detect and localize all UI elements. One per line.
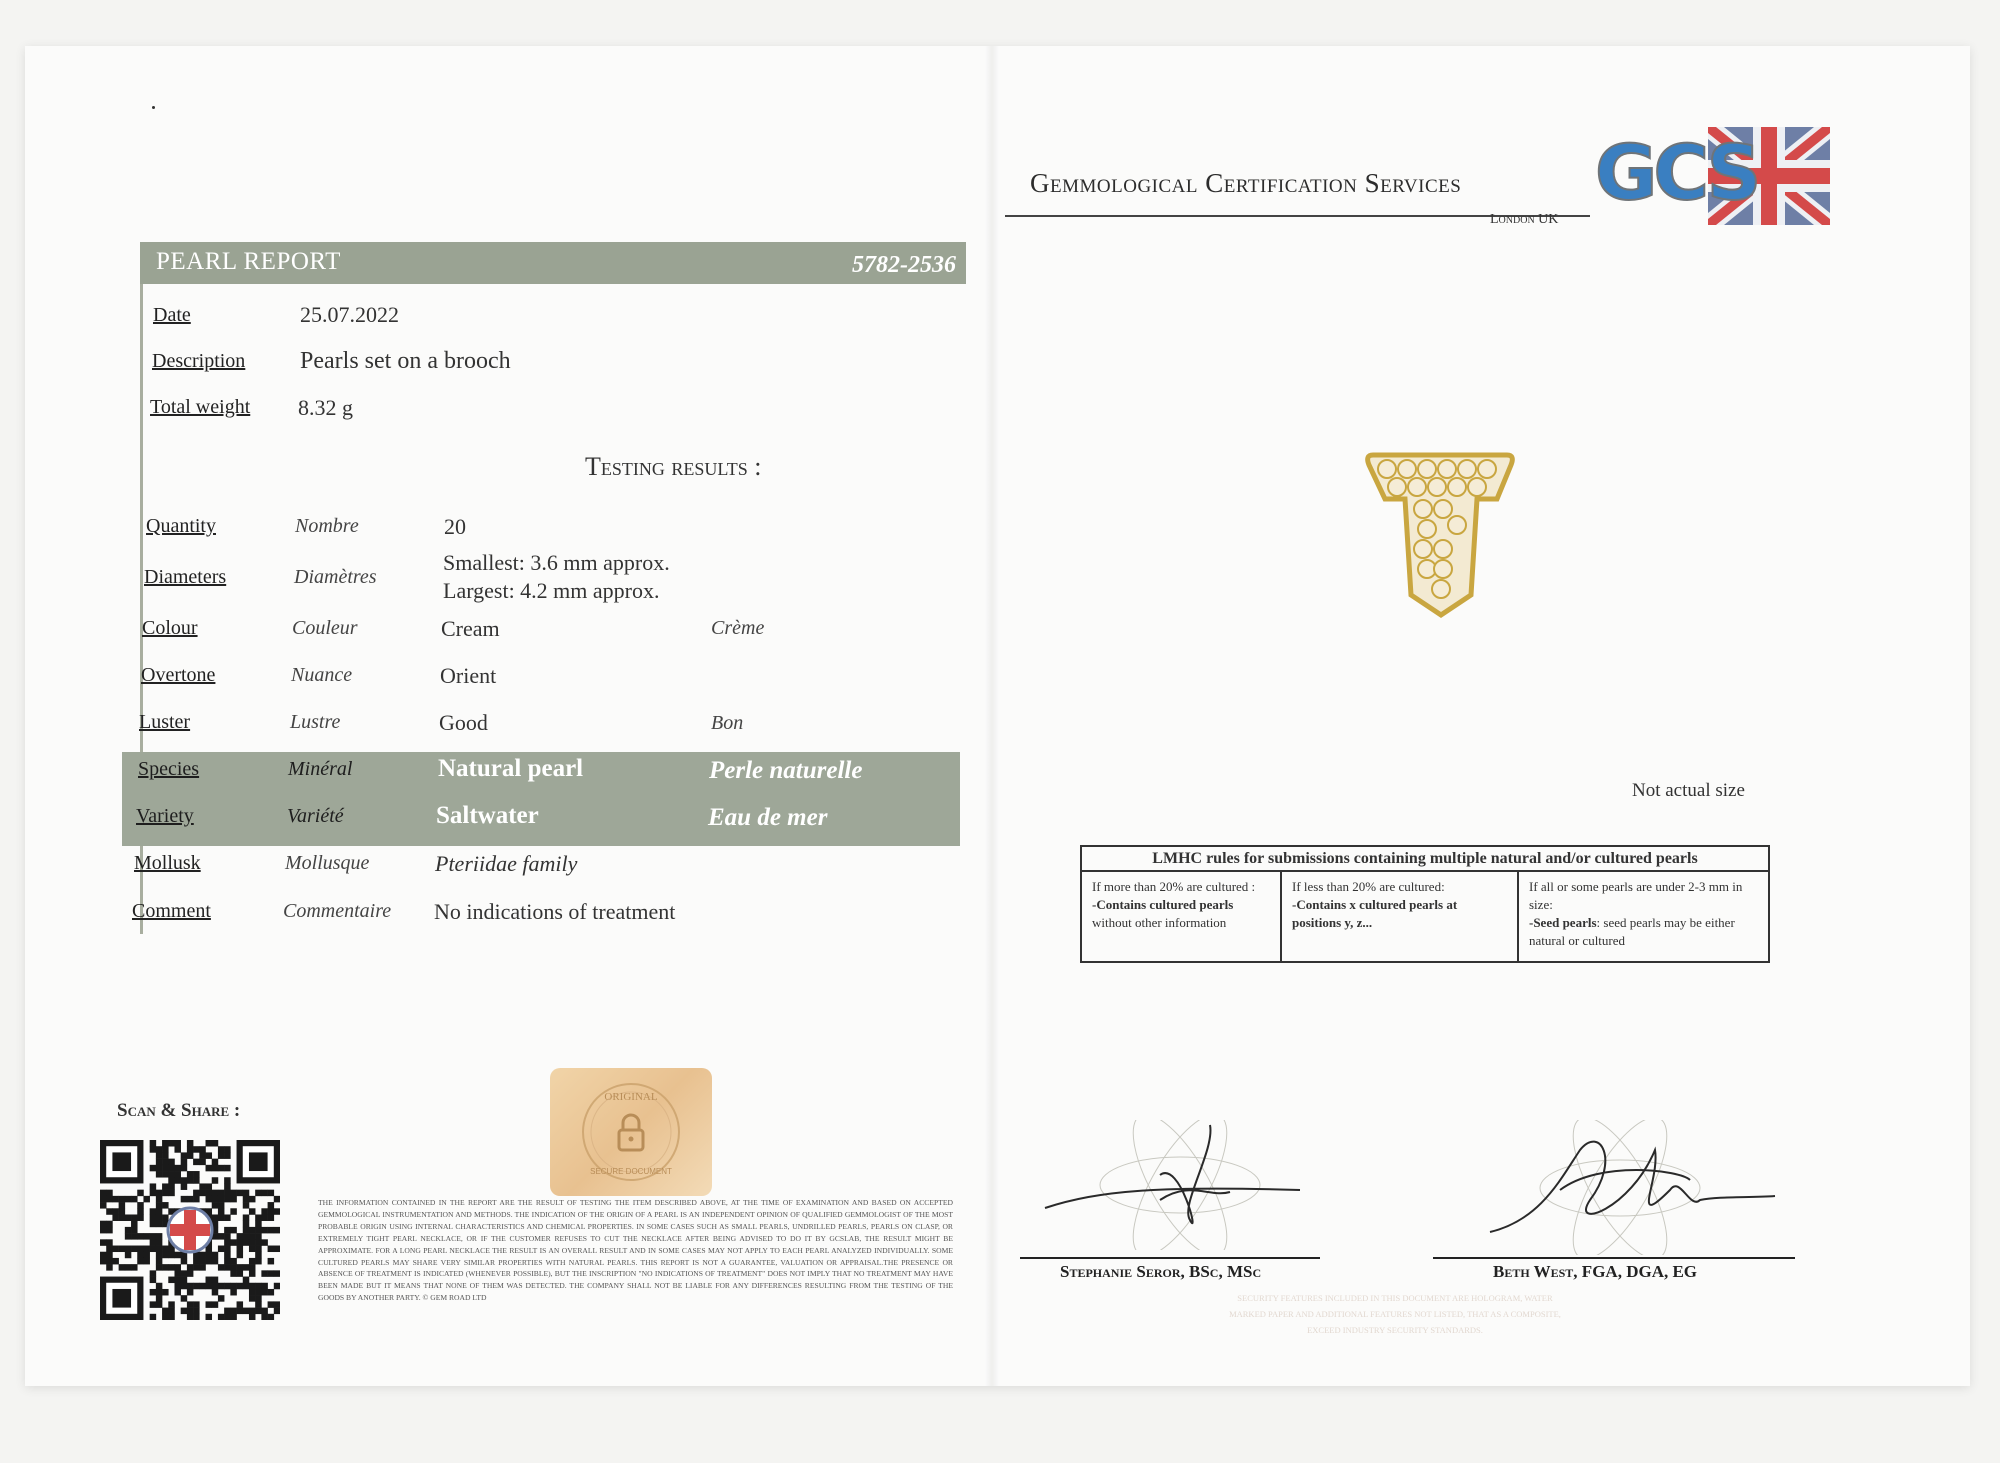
diameters-largest: Largest: 4.2 mm approx. — [443, 578, 660, 603]
pearl — [1418, 460, 1436, 478]
quantity-fr: Nombre — [295, 515, 359, 537]
description-label: Description — [152, 350, 246, 372]
overtone-fr: Nuance — [291, 664, 353, 686]
report-number: 5782-2536 — [852, 252, 956, 278]
quantity-value: 20 — [444, 514, 466, 539]
lmhc-rules-table — [1080, 845, 1770, 963]
lock-icon — [619, 1115, 643, 1150]
not-actual-size-note: Not actual size — [1632, 780, 1745, 801]
security-note: SECURITY FEATURES INCLUDED IN THIS DOCUMENT ARE HOLOGRAM, WATER MARKED PAPER AND ADDITIONAL FEATURES NOT LISTED, THAT AS A COMPOSITE, EXCEED INDUSTRY SECURITY STANDARDS. — [1229, 1293, 1561, 1335]
pearl — [1434, 500, 1452, 518]
colour-value: Cream — [441, 616, 500, 641]
signature-line-left — [1020, 1257, 1320, 1259]
diameters-label: Diameters — [144, 566, 227, 588]
colour-label: Colour — [142, 617, 198, 639]
pearl — [1378, 460, 1396, 478]
mollusk-label: Mollusk — [134, 852, 201, 874]
species-value-fr: Perle naturelle — [709, 757, 863, 784]
luster-label: Luster — [139, 711, 191, 733]
signature-icon — [1480, 1120, 1780, 1255]
lmhc-cell-1-tail: without other information — [1092, 915, 1227, 930]
company-name: Gemmological Certification Services — [1030, 168, 1462, 198]
signature-line-right — [1433, 1257, 1795, 1259]
signature-icon — [1040, 1120, 1310, 1250]
lmhc-cell-3-text: If all or some pearls are under 2-3 mm in size: — [1529, 879, 1743, 912]
signatory-left: Stephanie Seror, BSc, MSc — [1060, 1262, 1262, 1281]
species-fr: Minéral — [288, 758, 353, 780]
pearl — [1468, 478, 1486, 496]
disclaimer-text: THE INFORMATION CONTAINED IN THE REPORT ARE THE RESULT OF TESTING THE ITEM DESCRIBED ABOVE, AT THE TIME OF EXAMINATION AND BASED ON ACCEPTED GEMMOLOGICAL INSTRUMENTATION AND METHODS. THE INDICATION OF THE ORIGIN OF A PEARL IS AN INDEPENDENT OPINION OF QUALIFIED GEMMOLOGIST OF THE MOST PROBABLE ORIGIN USING INTERNAL CHARACTERISTICS AND CHEMICAL PROPERTIES. IN SOME CASES SUCH AS SMALL PEARLS, UNDRILLED PEARLS, PEARLS ON CLASP, OR EXTREMELY TIGHT PEARL NECKLACE, OR IF THE CUSTOMER REFUSES TO CUT THE NECKLACE AFTER BEING ADVISED TO DO IT BY GCSLAB, THE RESULT MIGHT BE APPROXIMATE. FOR A LONG PEARL NECKLACE THE RESULT IS AN OVERALL RESULT AND IN SOME CASES MAY NOT APPLY TO EACH PEARL ANALYZED INDIVIDUALLY. SOME CULTURED PEARLS MAY SHARE VERY SIMILAR PROPERTIES WITH NATURAL PEARLS. THIS REPORT IS NOT A GUARANTEE, VALUATION OR APPRAISAL.THE PRESENCE OR ABSENCE OF TREATMENT IS INDICATED (WHENEVER POSSIBLE), BUT THE INSCRIPTION "NO INDICATIONS OF TREATMENT" DOES NOT IMPLY THAT NO TREATMENT MAY HAVE BEEN MADE BUT IT MEANS THAT NONE OF THEM WAS DETECTED. THE COMPANY SHALL NOT BE LIABLE FOR ANY DIFFERENCES RESULTING FROM THE TESTING OF THE GOODS BY ANOTHER PARTY. © GEM ROAD LTD — [318, 1198, 953, 1303]
pearl — [1438, 460, 1456, 478]
description-value: Pearls set on a brooch — [300, 348, 511, 374]
lmhc-rules-heading: LMHC rules for submissions containing multiple natural and/or cultured pearls — [1082, 847, 1768, 872]
comment-fr: Commentaire — [283, 900, 392, 922]
date-label: Date — [153, 304, 191, 326]
pearl — [1414, 500, 1432, 518]
brooch-image — [1365, 447, 1515, 622]
pearl — [1428, 478, 1446, 496]
pearl — [1388, 478, 1406, 496]
report-header-bar — [140, 242, 966, 284]
luster-value-fr: Bon — [711, 712, 744, 734]
pearl — [1458, 460, 1476, 478]
lmhc-cell-2-text: If less than 20% are cultured: — [1292, 879, 1445, 894]
luster-value: Good — [439, 710, 488, 735]
pearl — [1408, 478, 1426, 496]
pearl — [1398, 460, 1416, 478]
lmhc-cell-2 — [1282, 872, 1517, 961]
hologram-text-original: ORIGINAL — [604, 1091, 658, 1103]
pearl — [1434, 540, 1452, 558]
lmhc-cell-1 — [1082, 872, 1280, 961]
lmhc-cell-1-bold: -Contains cultured pearls — [1092, 897, 1234, 912]
pearl — [1432, 580, 1450, 598]
quantity-label: Quantity — [146, 515, 216, 537]
total-weight-label: Total weight — [150, 396, 251, 418]
testing-results-heading: Testing results : — [585, 452, 762, 481]
species-label: Species — [138, 758, 200, 780]
species-value: Natural pearl — [438, 755, 584, 782]
variety-value: Saltwater — [436, 802, 539, 829]
pearl — [1478, 460, 1496, 478]
signatory-right: Beth West, FGA, DGA, EG — [1493, 1262, 1698, 1281]
diameters-smallest: Smallest: 3.6 mm approx. — [443, 550, 670, 575]
overtone-label: Overtone — [141, 664, 216, 686]
lmhc-cell-3-bold: -Seed pearls — [1529, 915, 1597, 930]
variety-band — [122, 799, 960, 846]
speck-mark — [152, 106, 155, 109]
lmhc-cell-1-text: If more than 20% are cultured : — [1092, 879, 1256, 894]
variety-value-fr: Eau de mer — [708, 804, 828, 831]
mollusk-value: Pteriidae family — [435, 851, 578, 876]
luster-fr: Lustre — [290, 711, 341, 733]
gcs-logo — [1593, 125, 1833, 227]
variety-label: Variety — [136, 805, 194, 827]
mollusk-fr: Mollusque — [285, 852, 370, 874]
variety-fr: Variété — [287, 805, 344, 827]
diameters-fr: Diamètres — [294, 566, 377, 588]
scan-share-label: Scan & Share : — [117, 1100, 241, 1121]
comment-label: Comment — [132, 900, 211, 922]
lmhc-cell-3 — [1519, 872, 1768, 961]
total-weight-value: 8.32 g — [298, 395, 353, 420]
logo-text: GCS — [1595, 128, 1758, 217]
overtone-value: Orient — [440, 663, 497, 688]
lmhc-cell-2-bold: -Contains x cultured pearls at positions y, z... — [1292, 897, 1458, 930]
comment-value: No indications of treatment — [434, 899, 676, 924]
lmhc-cell-3-tail: : seed pearls may be either natural or cultured — [1529, 915, 1735, 948]
hologram-text-secure: SECURE DOCUMENT — [590, 1167, 672, 1176]
date-value: 25.07.2022 — [300, 302, 399, 327]
colour-fr: Couleur — [292, 617, 358, 639]
colour-value-fr: Crème — [711, 617, 765, 639]
report-title: PEARL REPORT — [156, 248, 341, 275]
hologram-seal-icon — [550, 1068, 712, 1196]
pearl — [1418, 520, 1436, 538]
pearl — [1414, 540, 1432, 558]
pearl — [1448, 478, 1466, 496]
qr-code-icon[interactable] — [100, 1140, 280, 1320]
company-location: London UK — [1490, 212, 1559, 227]
pearl — [1434, 560, 1452, 578]
center-fold — [985, 46, 999, 1386]
pearl — [1448, 516, 1466, 534]
